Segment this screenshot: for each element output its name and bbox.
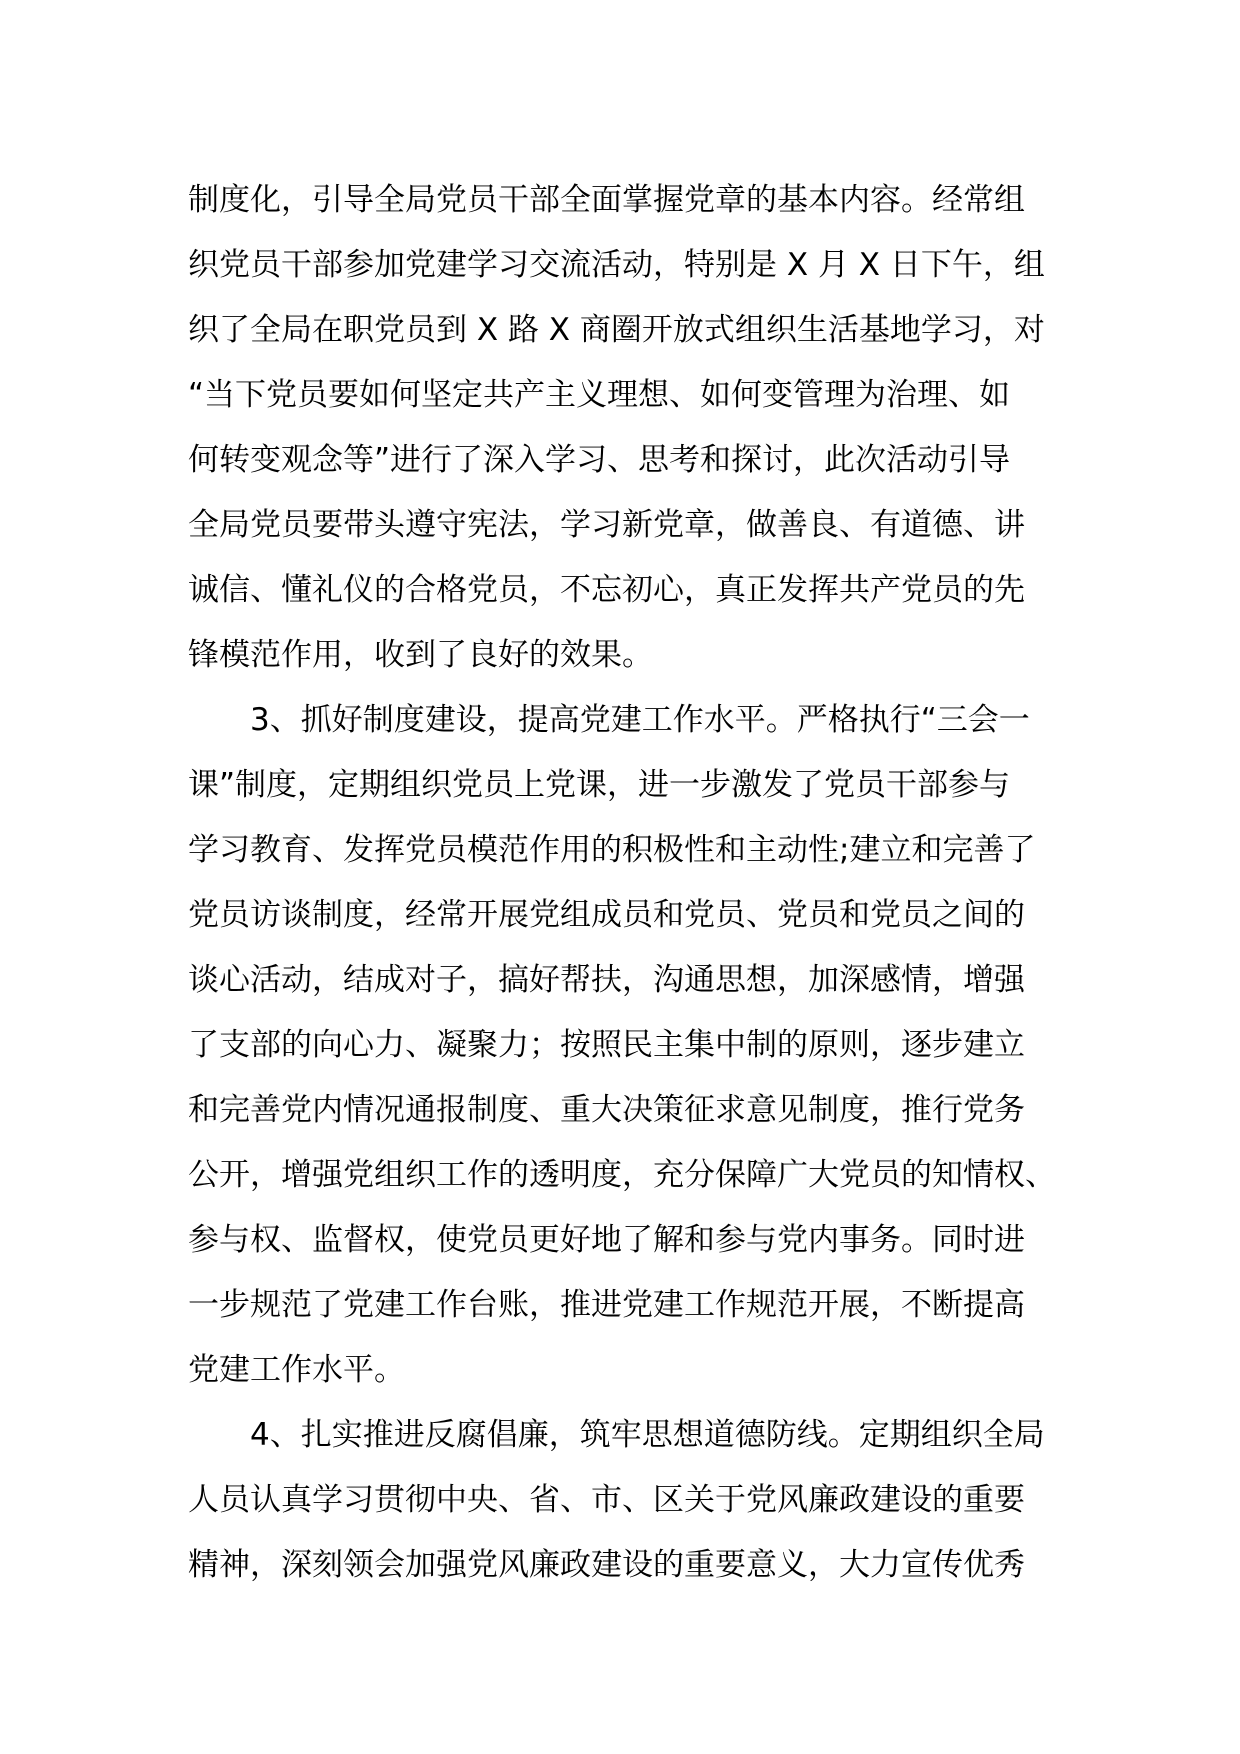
body-text — [188, 168, 1058, 1598]
text-line: 精神，深刻领会加强党风廉政建设的重要意义，大力宣传优秀 — [188, 1547, 1025, 1583]
text-line: 人员认真学习贯彻中央、省、市、区关于党风廉政建设的重要 — [188, 1482, 1025, 1518]
text-line: 一步规范了党建工作台账，推进党建工作规范开展，不断提高 — [188, 1287, 1025, 1323]
text-line: 何转变观念等”进行了深入学习、思考和探讨，此次活动引导 — [188, 442, 1011, 478]
text-line: 织了全局在职党员到 X 路 X 商圈开放式组织生活基地学习，对 — [188, 312, 1045, 348]
text-line: 谈心活动，结成对子，搞好帮扶，沟通思想，加深感情，增强 — [188, 962, 1025, 998]
text-line: 锋模范作用，收到了良好的效果。 — [188, 637, 653, 673]
text-line: 党建工作水平。 — [188, 1352, 405, 1388]
text-line: 参与权、监督权，使党员更好地了解和参与党内事务。同时进 — [188, 1222, 1025, 1258]
text-line: 和完善党内情况通报制度、重大决策征求意见制度，推行党务 — [188, 1092, 1025, 1128]
text-line: 诚信、懂礼仪的合格党员，不忘初心，真正发挥共产党员的先 — [188, 572, 1025, 608]
text-line: 党员访谈制度，经常开展党组成员和党员、党员和党员之间的 — [188, 897, 1025, 933]
paragraph-4-first-line: 4、扎实推进反腐倡廉，筑牢思想道德防线。定期组织全局 — [250, 1417, 1045, 1453]
text-line: 制度化，引导全局党员干部全面掌握党章的基本内容。经常组 — [188, 182, 1025, 218]
text-line: 课”制度，定期组织党员上党课，进一步激发了党员干部参与 — [188, 767, 1011, 803]
paragraph-3-first-line: 3、抓好制度建设，提高党建工作水平。严格执行“三会一 — [250, 702, 1030, 738]
text-line: 公开，增强党组织工作的透明度，充分保障广大党员的知情权、 — [188, 1157, 1056, 1193]
text-line: 了支部的向心力、凝聚力；按照民主集中制的原则，逐步建立 — [188, 1027, 1025, 1063]
text-line: “当下党员要如何坚定共产主义理想、如何变管理为治理、如 — [188, 377, 1011, 413]
text-line: 学习教育、发挥党员模范作用的积极性和主动性;建立和完善了 — [188, 832, 1036, 868]
text-line: 织党员干部参加党建学习交流活动，特别是 X 月 X 日下午，组 — [188, 247, 1045, 283]
text-line: 全局党员要带头遵守宪法，学习新党章，做善良、有道德、讲 — [188, 507, 1025, 543]
